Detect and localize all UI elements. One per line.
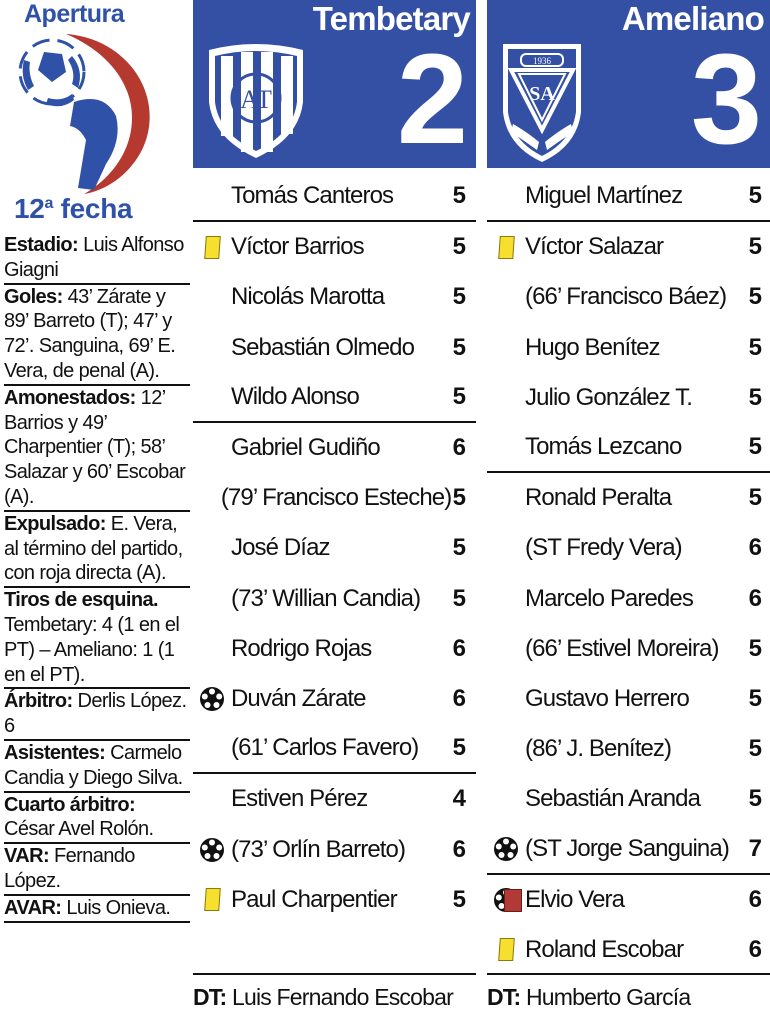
empty-icon-slot [193,584,231,614]
player-name: Nicolás Marotta [231,283,385,311]
yellow-card-icon [193,232,231,262]
player-rating: 5 [748,484,762,512]
yellow-card-icon [487,232,525,262]
player-name: Roland Escobar [525,935,684,963]
match-info [4,233,190,923]
player-rating: 5 [452,283,466,311]
player-row [487,473,770,523]
home-team-panel [193,0,476,925]
yellow-card-icon [487,935,525,965]
player-name: (66’ Estivel Moreira) [525,634,719,662]
empty-icon-slot [193,634,231,664]
home-team-header [193,0,476,171]
empty-icon-slot [193,181,231,211]
player-name: Miguel Martínez [525,182,683,210]
player-rating: 7 [748,834,762,862]
match-info-label: Asistentes: [4,741,106,764]
player-name: (66’ Francisco Báez) [525,283,727,311]
player-rating: 5 [748,333,762,361]
player-rating: 5 [748,383,762,411]
player-rating: 5 [748,735,762,763]
player-row [193,674,476,724]
player-name: José Díaz [231,534,330,562]
empty-icon-slot [487,333,525,363]
player-row [487,824,770,874]
away-roster [487,172,770,975]
match-info-text: E. Vera, al término del partido, con roja directa (A). [4,512,183,585]
ameliano-crest-icon [497,42,587,164]
player-name: Rodrigo Rojas [231,634,372,662]
match-info-label: Expulsado: [4,512,106,535]
player-row [193,373,476,423]
player-row [487,272,770,322]
player-name: (79’ Francisco Esteche) [220,484,452,512]
match-info-label: Amonestados: [4,386,136,409]
home-team-name: Tembetary [312,0,470,37]
player-name: Paul Charpentier [231,885,397,913]
match-info-label: Cuarto árbitro: [4,793,136,816]
home-coach-divider [193,973,476,975]
match-info-item [4,512,190,588]
player-rating: 5 [452,885,466,913]
match-info-item [4,896,190,923]
empty-icon-slot [487,533,525,563]
away-team-score: 3 [690,28,762,171]
player-rating: 5 [748,684,762,712]
match-info-item [4,386,190,512]
player-rating: 5 [452,333,466,361]
empty-icon-slot [487,584,525,614]
match-info-text: Luis Alfonso Giagni [4,234,184,281]
tembetary-crest-icon [203,42,309,162]
goal-and-red-card-icon [487,885,525,915]
player-row [487,925,770,975]
empty-icon-slot [193,533,231,563]
player-rating: 5 [452,233,466,261]
match-info-text: César Avel Rolón. [4,818,154,841]
player-rating: 5 [452,534,466,562]
match-info-item [4,793,190,845]
player-rating: 6 [748,534,762,562]
player-row [193,323,476,373]
player-row [193,423,476,473]
player-rating: 5 [748,785,762,813]
player-name: (73’ Orlín Barreto) [231,835,406,863]
match-info-item [4,233,190,285]
svg-text:SA: SA [529,83,555,105]
player-rating: 6 [452,684,466,712]
player-rating: 6 [452,434,466,462]
player-name: Víctor Barrios [231,233,364,261]
player-row [193,222,476,272]
player-row [193,172,476,222]
match-info-text: 12’ Barrios y 49’ Charpentier (T); 58’ Salazar y 60’ Escobar (A). [4,386,186,508]
player-name: Tomás Lezcano [525,433,682,461]
player-rating: 5 [748,433,762,461]
empty-icon-slot [193,733,231,763]
player-name: Sebastián Olmedo [231,333,415,361]
match-info-item [4,689,190,741]
empty-icon-slot [487,383,525,413]
match-info-item [4,285,190,386]
player-name: Duván Zárate [231,684,366,712]
player-row [193,724,476,774]
home-coach: DT: Luis Fernando Escobar [193,984,453,1010]
empty-icon-slot [193,382,231,412]
match-info-text: Carmelo Candia y Diego Silva. [4,741,183,789]
player-name: Víctor Salazar [525,233,664,261]
player-row [193,774,476,824]
player-row [193,624,476,674]
home-team-score: 2 [396,28,468,171]
match-info-text: 43’ Zárate y 89’ Barreto (T); 47’ y 72’. Sanguina, 69’ E. Vera, de penal (A). [4,285,176,382]
player-row [487,674,770,724]
player-name: Gabriel Gudiño [231,434,380,462]
away-team-header [487,0,770,171]
empty-icon-slot [193,333,231,363]
match-info-label: AVAR: [4,896,62,919]
svg-text:1936: 1936 [533,56,551,66]
player-name: Wildo Alonso [231,382,359,410]
player-rating: 5 [452,584,466,612]
player-rating: 5 [748,182,762,210]
player-rating: 6 [452,835,466,863]
empty-icon-slot [487,734,525,764]
player-rating: 4 [452,785,466,813]
player-rating: 5 [452,734,466,762]
player-row [487,724,770,774]
round-label: 12$^a$ fecha [14,193,133,224]
match-info-label: Árbitro: [4,690,73,713]
match-info-label: Tiros de esquina. [4,589,158,612]
match-info-text: Luis Onieva. [61,896,171,919]
player-name: Gustavo Herrero [525,684,689,712]
match-info-item [4,741,190,793]
player-row [487,875,770,925]
match-info-label: Estadio: [4,234,79,256]
player-name: Estiven Pérez [231,785,368,813]
player-name: (86’ J. Benítez) [525,735,672,763]
player-row [487,423,770,473]
player-name: Marcelo Paredes [525,584,693,612]
goal-ball-icon [193,684,231,714]
goal-ball-icon [193,835,231,865]
player-name: Hugo Benítez [525,333,660,361]
away-team-panel [487,0,770,975]
svg-text:AT: AT [240,85,272,114]
player-rating: 5 [748,634,762,662]
player-name: Ronald Peralta [525,484,672,512]
empty-icon-slot [487,282,525,312]
match-info-label: Goles: [4,285,63,308]
empty-icon-slot [487,784,525,814]
empty-icon-slot [487,634,525,664]
player-rating: 6 [748,935,762,963]
player-row [487,222,770,272]
player-name: Sebastián Aranda [525,785,701,813]
yellow-card-icon [193,885,231,915]
player-row [487,523,770,573]
soccer-ball-logo-icon [14,30,164,198]
player-row [487,574,770,624]
player-rating: 6 [452,634,466,662]
away-coach: DT: Humberto García [487,984,691,1010]
player-row [487,172,770,222]
match-info-item [4,844,190,896]
empty-icon-slot [487,181,525,211]
match-info-label: VAR: [4,845,50,868]
player-name: Elvio Vera [525,885,625,913]
player-row [193,574,476,624]
player-row [193,875,476,925]
player-row [487,323,770,373]
player-row [487,373,770,423]
player-row [193,473,476,523]
empty-icon-slot [193,433,231,463]
player-rating: 5 [452,484,466,512]
match-info-item [4,588,190,689]
player-rating: 6 [748,584,762,612]
player-row [193,824,476,874]
player-name: (73’ Willian Candia) [231,584,421,612]
player-rating: 5 [452,382,466,410]
player-rating: 5 [748,283,762,311]
empty-icon-slot [487,684,525,714]
player-name: Julio González T. [525,383,693,411]
tournament-logo [0,0,190,232]
home-roster [193,172,476,925]
player-row [193,523,476,573]
player-rating: 5 [452,182,466,210]
away-coach-divider [487,973,770,975]
empty-icon-slot [193,282,231,312]
player-row [487,624,770,674]
empty-icon-slot [487,432,525,462]
match-info-text: Tembetary: 4 (1 en el PT) – Ameliano: 1 (1 en el PT). [4,613,180,686]
away-team-name: Ameliano [621,0,764,37]
player-row [193,272,476,322]
player-row [487,774,770,824]
empty-icon-slot [487,483,525,513]
player-rating: 5 [748,233,762,261]
player-rating: 6 [748,885,762,913]
match-info-text: Fernando López. [4,845,135,892]
player-name: (ST Jorge Sanguina) [525,834,729,862]
empty-icon-slot [193,483,221,513]
player-name: (ST Fredy Vera) [525,534,682,562]
empty-icon-slot [193,784,231,814]
tournament-title: Apertura [24,0,125,28]
player-name: (61’ Carlos Favero) [231,734,419,762]
match-info-text: Derlis López. 6 [4,690,187,738]
goal-ball-icon [487,834,525,864]
player-name: Tomás Canteros [231,182,394,210]
